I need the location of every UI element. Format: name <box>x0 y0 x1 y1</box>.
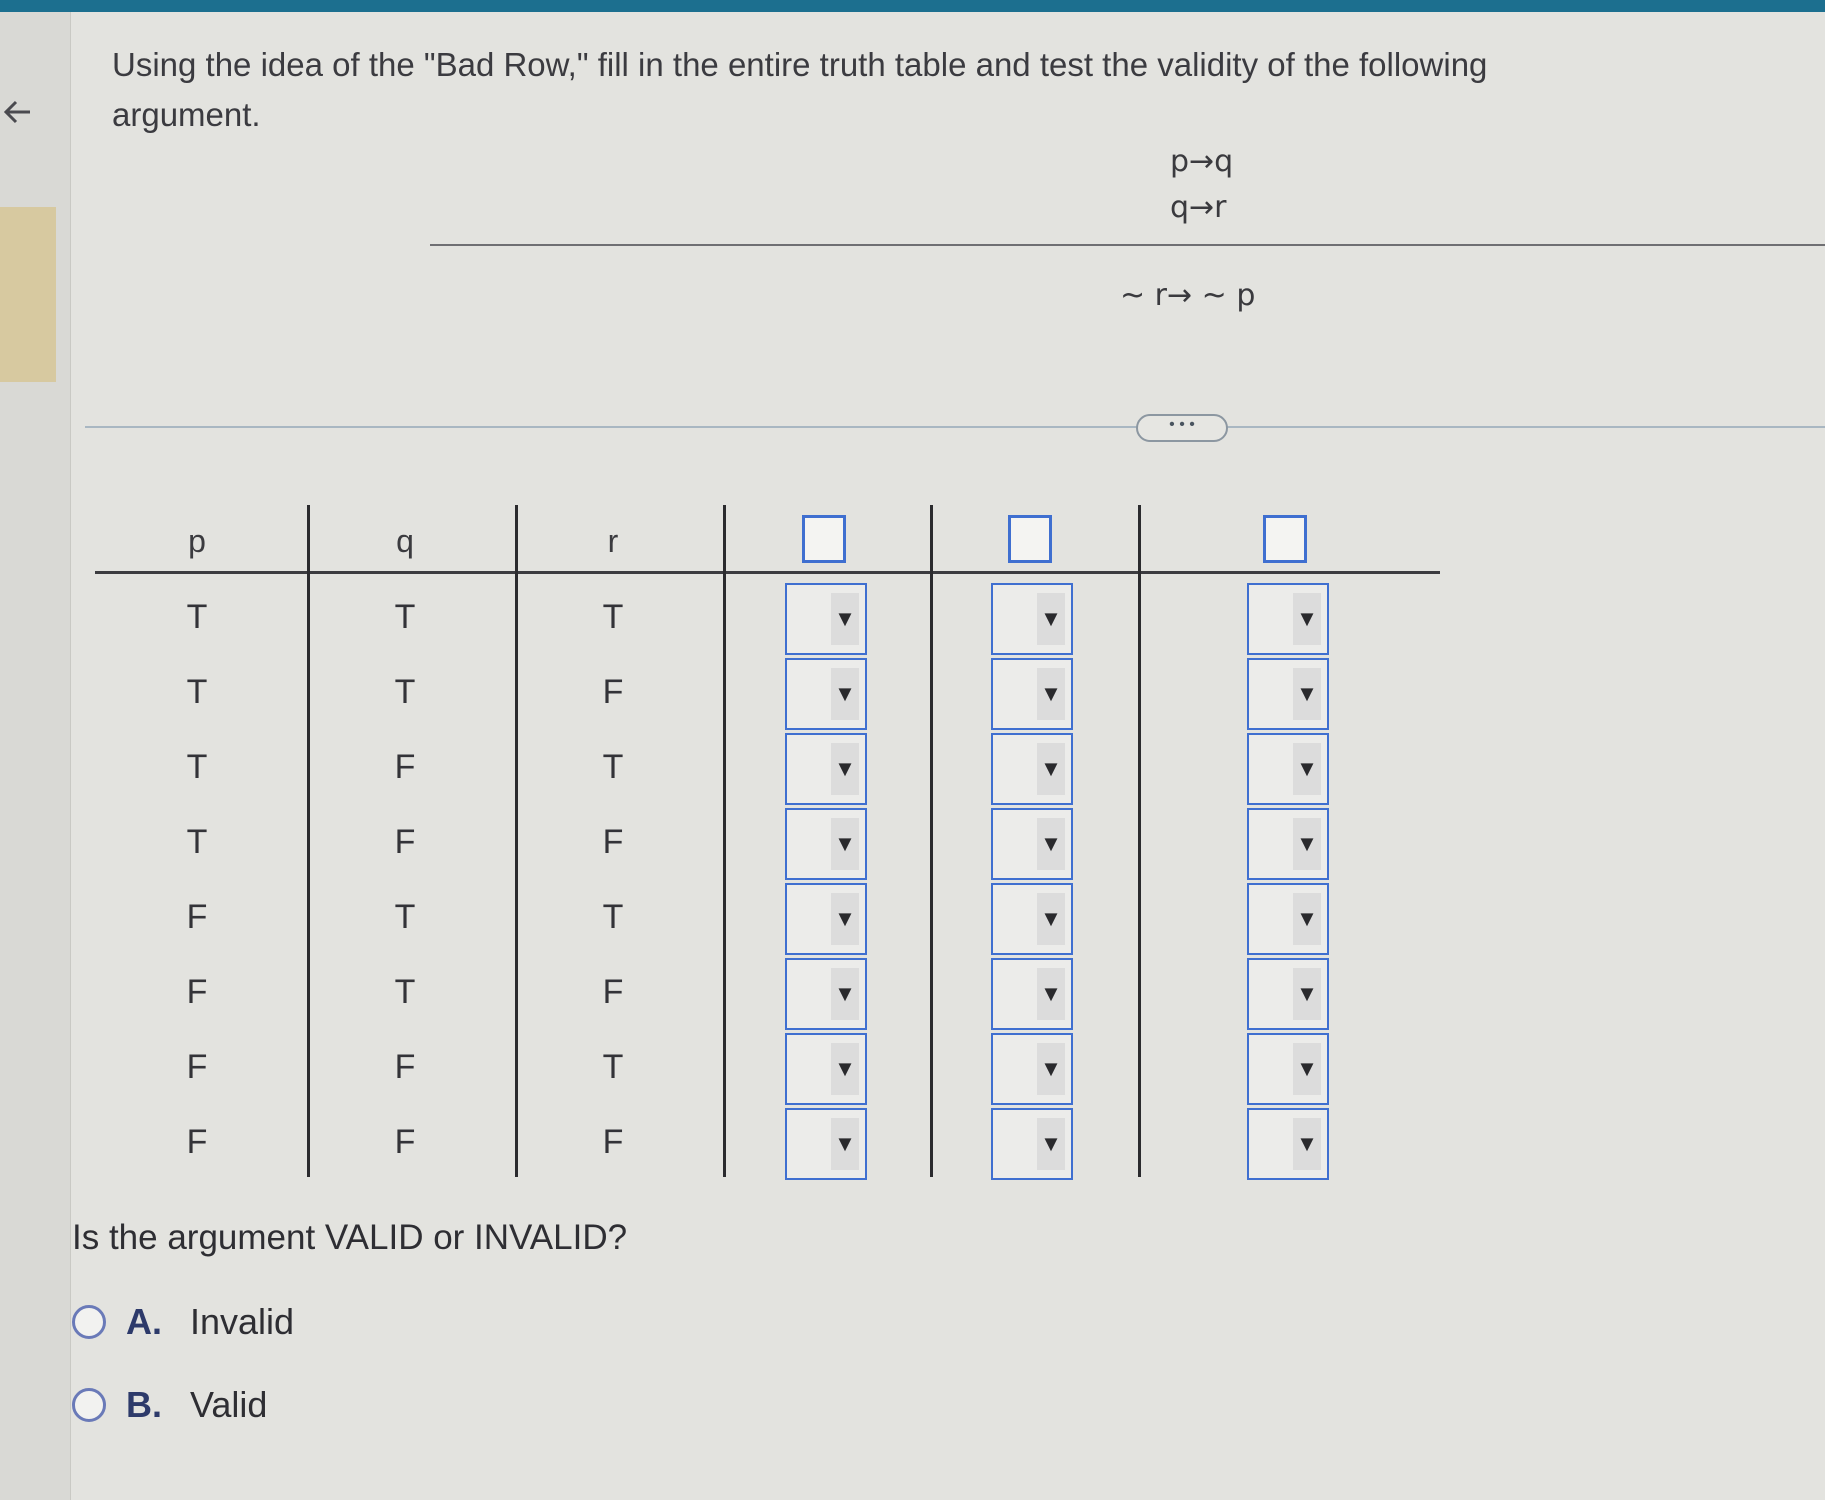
column-divider <box>1138 505 1141 1177</box>
section-divider <box>85 426 1825 428</box>
top-bar <box>0 0 1825 12</box>
truth-value-dropdown[interactable] <box>991 733 1073 805</box>
dropdown-arrow-icon[interactable]: ▼ <box>1037 743 1065 795</box>
conclusion-line <box>430 244 1825 246</box>
table-cell: T <box>186 748 208 786</box>
rail-highlight <box>0 207 56 382</box>
option-invalid[interactable] <box>72 1297 294 1347</box>
instructions-text <box>112 40 1712 140</box>
truth-value-dropdown[interactable] <box>1247 583 1329 655</box>
table-cell: F <box>602 973 624 1011</box>
conclusion: ~ r→ ~ p <box>1120 278 1256 313</box>
dropdown-arrow-icon[interactable]: ▼ <box>1293 743 1321 795</box>
dropdown-arrow-icon[interactable]: ▼ <box>1293 593 1321 645</box>
option-label: Valid <box>190 1384 268 1425</box>
left-rail <box>0 12 71 1500</box>
column-header-input-3[interactable] <box>1263 515 1307 563</box>
table-cell: F <box>602 673 624 711</box>
column-divider <box>930 505 933 1177</box>
truth-value-dropdown[interactable] <box>785 583 867 655</box>
table-cell: F <box>602 1123 624 1161</box>
truth-value-dropdown[interactable] <box>991 1108 1073 1180</box>
dropdown-arrow-icon[interactable]: ▼ <box>831 818 859 870</box>
dropdown-arrow-icon[interactable]: ▼ <box>831 1043 859 1095</box>
table-cell: T <box>394 598 416 636</box>
option-label: Invalid <box>190 1301 295 1342</box>
truth-value-dropdown[interactable] <box>991 958 1073 1030</box>
table-cell: T <box>394 898 416 936</box>
table-cell: T <box>602 1048 624 1086</box>
table-cell: T <box>602 748 624 786</box>
truth-value-dropdown[interactable] <box>1247 1108 1329 1180</box>
dropdown-arrow-icon[interactable]: ▼ <box>1293 1118 1321 1170</box>
truth-value-dropdown[interactable] <box>991 883 1073 955</box>
dropdown-arrow-icon[interactable]: ▼ <box>831 893 859 945</box>
truth-value-dropdown[interactable] <box>1247 883 1329 955</box>
premise-1: p→q <box>1170 144 1234 179</box>
back-arrow-icon[interactable] <box>0 92 40 132</box>
dropdown-arrow-icon[interactable]: ▼ <box>1037 1043 1065 1095</box>
column-header-p: p <box>188 523 206 559</box>
instructions-line-2: argument. <box>112 96 261 133</box>
truth-value-dropdown[interactable] <box>785 883 867 955</box>
truth-value-dropdown[interactable] <box>785 808 867 880</box>
dropdown-arrow-icon[interactable]: ▼ <box>1293 668 1321 720</box>
dropdown-arrow-icon[interactable]: ▼ <box>1293 818 1321 870</box>
column-header-input-1[interactable] <box>802 515 846 563</box>
table-cell: F <box>394 1048 416 1086</box>
column-header-r: r <box>607 523 619 559</box>
truth-value-dropdown[interactable] <box>991 583 1073 655</box>
table-cell: F <box>186 1123 208 1161</box>
dropdown-arrow-icon[interactable]: ▼ <box>831 593 859 645</box>
radio-button[interactable] <box>72 1388 106 1422</box>
expand-more-button[interactable]: • • • <box>1136 414 1228 442</box>
truth-value-dropdown[interactable] <box>785 958 867 1030</box>
table-cell: T <box>186 673 208 711</box>
dropdown-arrow-icon[interactable]: ▼ <box>1037 1118 1065 1170</box>
question-text: Is the argument VALID or INVALID? <box>72 1218 628 1257</box>
dropdown-arrow-icon[interactable]: ▼ <box>1293 893 1321 945</box>
dropdown-arrow-icon[interactable]: ▼ <box>831 1118 859 1170</box>
table-cell: T <box>186 598 208 636</box>
truth-value-dropdown[interactable] <box>1247 658 1329 730</box>
premise-2: q→r <box>1170 190 1227 225</box>
column-header-q: q <box>396 523 414 559</box>
table-cell: T <box>186 823 208 861</box>
dropdown-arrow-icon[interactable]: ▼ <box>1293 1043 1321 1095</box>
table-cell: F <box>186 1048 208 1086</box>
table-cell: F <box>394 1123 416 1161</box>
table-cell: F <box>602 823 624 861</box>
dropdown-arrow-icon[interactable]: ▼ <box>831 968 859 1020</box>
column-header-input-2[interactable] <box>1008 515 1052 563</box>
table-cell: F <box>394 748 416 786</box>
truth-value-dropdown[interactable] <box>991 658 1073 730</box>
table-cell: F <box>394 823 416 861</box>
table-cell: T <box>394 973 416 1011</box>
truth-value-dropdown[interactable] <box>991 808 1073 880</box>
truth-value-dropdown[interactable] <box>785 1033 867 1105</box>
truth-value-dropdown[interactable] <box>785 733 867 805</box>
dropdown-arrow-icon[interactable]: ▼ <box>831 668 859 720</box>
option-valid[interactable] <box>72 1380 267 1430</box>
table-cell: T <box>602 898 624 936</box>
truth-value-dropdown[interactable] <box>1247 808 1329 880</box>
dropdown-arrow-icon[interactable]: ▼ <box>1293 968 1321 1020</box>
option-letter: B. <box>126 1384 162 1425</box>
truth-value-dropdown[interactable] <box>1247 1033 1329 1105</box>
truth-value-dropdown[interactable] <box>1247 733 1329 805</box>
dropdown-arrow-icon[interactable]: ▼ <box>1037 893 1065 945</box>
option-letter: A. <box>126 1301 162 1342</box>
dropdown-arrow-icon[interactable]: ▼ <box>831 743 859 795</box>
dropdown-arrow-icon[interactable]: ▼ <box>1037 818 1065 870</box>
truth-table <box>95 505 1440 1185</box>
column-divider <box>723 505 726 1177</box>
truth-value-dropdown[interactable] <box>1247 958 1329 1030</box>
dropdown-arrow-icon[interactable]: ▼ <box>1037 668 1065 720</box>
table-cell: T <box>394 673 416 711</box>
truth-value-dropdown[interactable] <box>785 1108 867 1180</box>
truth-value-dropdown[interactable] <box>991 1033 1073 1105</box>
table-cell: F <box>186 973 208 1011</box>
table-cell: F <box>186 898 208 936</box>
truth-value-dropdown[interactable] <box>785 658 867 730</box>
radio-button[interactable] <box>72 1305 106 1339</box>
table-cell: T <box>602 598 624 636</box>
dropdown-arrow-icon[interactable]: ▼ <box>1037 968 1065 1020</box>
table-header-rule <box>95 571 1440 574</box>
instructions-line-1: Using the idea of the "Bad Row," fill in the entire truth table and test the validity of the following <box>112 46 1488 83</box>
dropdown-arrow-icon[interactable]: ▼ <box>1037 593 1065 645</box>
